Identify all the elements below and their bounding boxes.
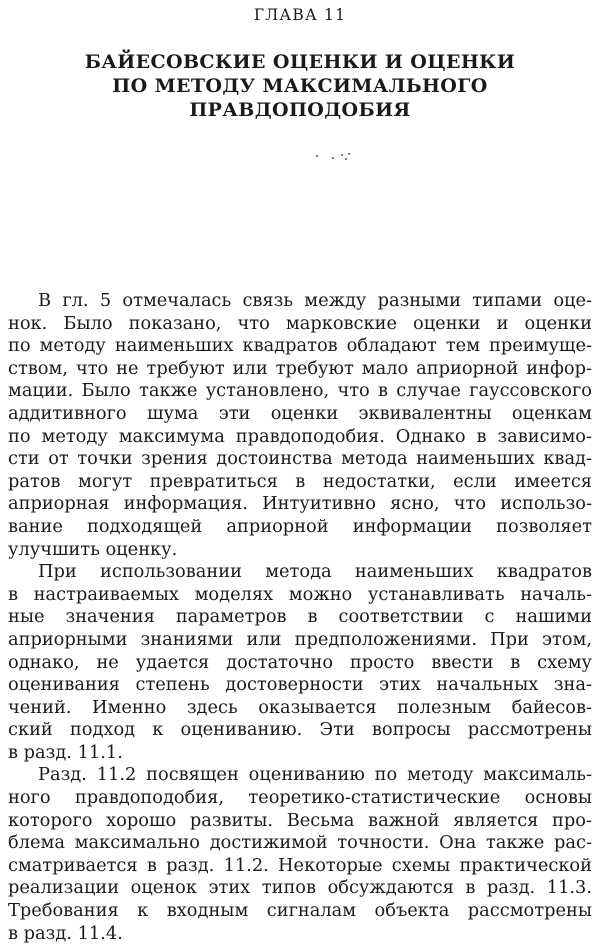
- paragraph-line: оценивания степень достоверности этих начальных зна-: [8, 674, 592, 696]
- paragraph-line: априорными знаниями или предположениями. При этом,: [8, 628, 592, 650]
- paragraph-first-line: В гл. 5 отмечалась связь между разными типами оце-: [38, 290, 592, 311]
- paragraph-line: мации. Было также установлено, что в случае гауссовского: [8, 380, 592, 402]
- paragraph-line: однако, не удается достаточно просто ввести в схему: [8, 651, 592, 673]
- paragraph-line: ного правдоподобия, теоретико-статистические основы: [8, 787, 592, 809]
- paragraph-line: блема максимально достижимой точности. Она также рас-: [8, 832, 592, 854]
- print-specks: [314, 152, 354, 162]
- paragraph-line: которого хорошо развиты. Весьма важной является про-: [8, 809, 592, 831]
- paragraph-line: аддитивного шума эти оценки эквивалентны оценкам: [8, 402, 592, 424]
- paragraph-line: ский подход к оцениванию. Эти вопросы рассмотрены: [8, 719, 592, 741]
- paragraph-line: улучшить оценку.: [8, 538, 178, 560]
- paragraph-line: Требования к входным сигналам объекта рассмотрены: [8, 900, 592, 922]
- paragraph-line: ные значения параметров в соответствии с нашими: [8, 606, 592, 628]
- paragraph-line: в разд. 11.4.: [8, 922, 123, 944]
- paragraph-line: чений. Именно здесь оказывается полезным байесов-: [8, 696, 592, 718]
- chapter-label: ГЛАВА 11: [253, 6, 347, 24]
- paragraph-first-line: Разд. 11.2 посвящен оцениванию по методу максималь-: [38, 764, 592, 786]
- body-text: [8, 290, 592, 945]
- paragraph-line: ратов могут превратиться в недостатки, если имеется: [8, 470, 592, 492]
- paragraph-line: сти от точки зрения достоинства метода наименьших квад-: [8, 448, 592, 470]
- paragraph-line: по методу максимума правдоподобия. Однако в зависимо-: [8, 425, 592, 447]
- paragraph-line: в разд. 11.1.: [8, 741, 123, 763]
- paragraph-line: нок. Было показано, что марковские оценки и оценки: [8, 312, 592, 334]
- paragraph-line: по методу наименьших квадратов обладают тем преимуще-: [8, 335, 592, 357]
- chapter-title-line: ПО МЕТОДУ МАКСИМАЛЬНОГО: [112, 75, 488, 97]
- chapter-title-line: ПРАВДОПОДОБИЯ: [189, 99, 411, 121]
- paragraph-line: априорная информация. Интуитивно ясно, что использо-: [8, 493, 592, 515]
- paragraph-line: вание подходящей априорной информации позволяет: [8, 515, 592, 537]
- paragraph-line: в настраиваемых моделях можно устанавливать началь-: [8, 583, 592, 605]
- paragraph-first-line: При использовании метода наименьших квадратов: [38, 561, 592, 583]
- paragraph-line: ством, что не требуют или требуют мало априорной инфор-: [8, 357, 592, 379]
- paragraph-line: реализации оценок этих типов обсуждаются в разд. 11.3.: [8, 877, 592, 899]
- chapter-title-line: БАЙЕСОВСКИЕ ОЦЕНКИ И ОЦЕНКИ: [84, 51, 516, 73]
- chapter-title: [0, 50, 600, 122]
- paragraph-line: сматривается в разд. 11.2. Некоторые схемы практической: [8, 854, 592, 876]
